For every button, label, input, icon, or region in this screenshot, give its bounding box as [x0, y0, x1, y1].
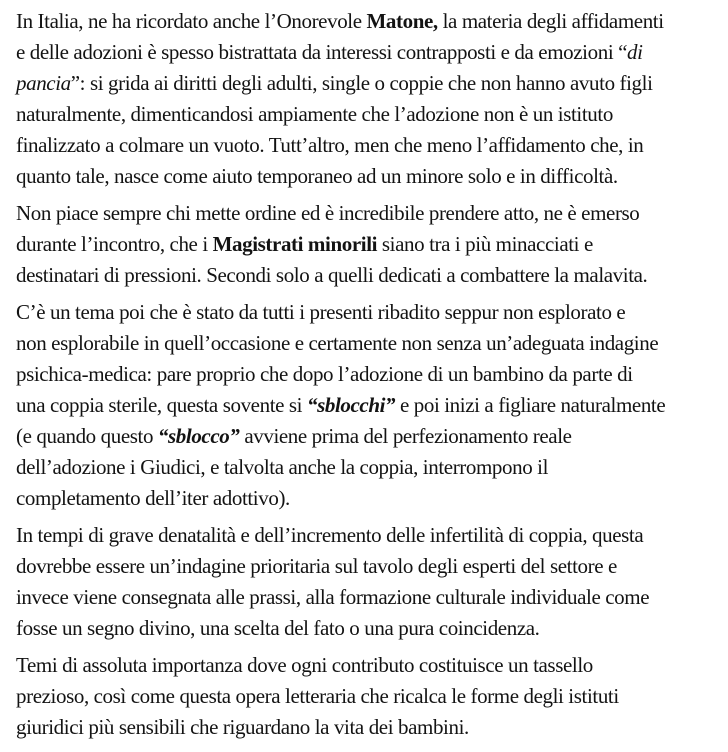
text-run: psichica-medica: pare proprio che dopo l’adozione di un bambino da parte di: [16, 362, 633, 386]
text-run: e poi inizi a figliare naturalmente: [395, 393, 666, 417]
text-line: [16, 582, 714, 613]
italic-run: pancia: [16, 71, 71, 95]
text-run: siano tra i più minacciati e: [377, 232, 593, 256]
text-run: prezioso, così come questa opera letteraria che ricalca le forme degli istituti: [16, 684, 619, 708]
paragraph: [16, 297, 714, 514]
text-run: dell’adozione i Giudici, e talvolta anche la coppia, interrompono il: [16, 455, 549, 479]
text-run: una coppia sterile, questa sovente si: [16, 393, 307, 417]
text-run: e delle adozioni è spesso bistrattata da interessi contrapposti e da emozioni “: [16, 40, 628, 64]
text-run: completamento dell’iter adottivo).: [16, 486, 290, 510]
text-line: [16, 260, 714, 291]
text-run: giuridici più sensibili che riguardano la vita dei bambini.: [16, 715, 469, 739]
text-line: [16, 452, 714, 483]
text-line: [16, 37, 714, 68]
text-run: C’è un tema poi che è stato da tutti i presenti ribadito seppur non esplorato e: [16, 300, 626, 324]
text-line: [16, 130, 714, 161]
text-run: ”: si grida ai diritti degli adulti, single o coppie che non hanno avuto figli: [70, 71, 653, 95]
text-line: [16, 229, 714, 260]
text-line: [16, 681, 714, 712]
paragraph: [16, 198, 714, 291]
text-line: [16, 328, 714, 359]
text-run: invece viene consegnata alle prassi, alla formazione culturale individuale come: [16, 585, 650, 609]
paragraph: [16, 520, 714, 644]
text-run: Temi di assoluta importanza dove ogni contributo costituisce un tassello: [16, 653, 593, 677]
text-line: [16, 613, 714, 644]
bold-italic-run: “sblocco”: [157, 424, 240, 448]
text-line: [16, 421, 714, 452]
text-line: [16, 551, 714, 582]
text-run: In Italia, ne ha ricordato anche l’Onorevole: [16, 9, 367, 33]
text-run: naturalmente, dimenticandosi ampiamente che l’adozione non è un istituto: [16, 102, 613, 126]
text-run: finalizzato a colmare un vuoto. Tutt’altro, men che meno l’affidamento che, in: [16, 133, 644, 157]
text-line: [16, 483, 714, 514]
text-line: [16, 68, 714, 99]
text-run: avviene prima del perfezionamento reale: [239, 424, 572, 448]
text-line: [16, 297, 714, 328]
text-run: In tempi di grave denatalità e dell’incremento delle infertilità di coppia, questa: [16, 523, 644, 547]
text-line: [16, 161, 714, 192]
text-line: [16, 650, 714, 681]
text-line: [16, 390, 714, 421]
text-line: [16, 198, 714, 229]
bold-run: Magistrati minorili: [212, 232, 378, 256]
text-run: durante l’incontro, che i: [16, 232, 213, 256]
text-run: quanto tale, nasce come aiuto temporaneo ad un minore solo e in difficoltà.: [16, 164, 618, 188]
paragraph: [16, 650, 714, 743]
bold-italic-run: “sblocchi”: [306, 393, 396, 417]
text-run: Non piace sempre chi mette ordine ed è incredibile prendere atto, ne è emerso: [16, 201, 640, 225]
text-line: [16, 6, 714, 37]
text-run: destinatari di pressioni. Secondi solo a quelli dedicati a combattere la malavita.: [16, 263, 648, 287]
text-run: (e quando questo: [16, 424, 158, 448]
bold-run: Matone,: [366, 9, 438, 33]
text-line: [16, 712, 714, 743]
text-line: [16, 520, 714, 551]
text-run: non esplorabile in quell’occasione e certamente non senza un’adeguata indagine: [16, 331, 659, 355]
text-run: la materia degli affidamenti: [437, 9, 664, 33]
text-line: [16, 99, 714, 130]
text-run: dovrebbe essere un’indagine prioritaria sul tavolo degli esperti del settore e: [16, 554, 617, 578]
text-run: fosse un segno divino, una scelta del fato o una pura coincidenza.: [16, 616, 540, 640]
paragraph: [16, 6, 714, 192]
text-line: [16, 359, 714, 390]
italic-run: di: [627, 40, 643, 64]
